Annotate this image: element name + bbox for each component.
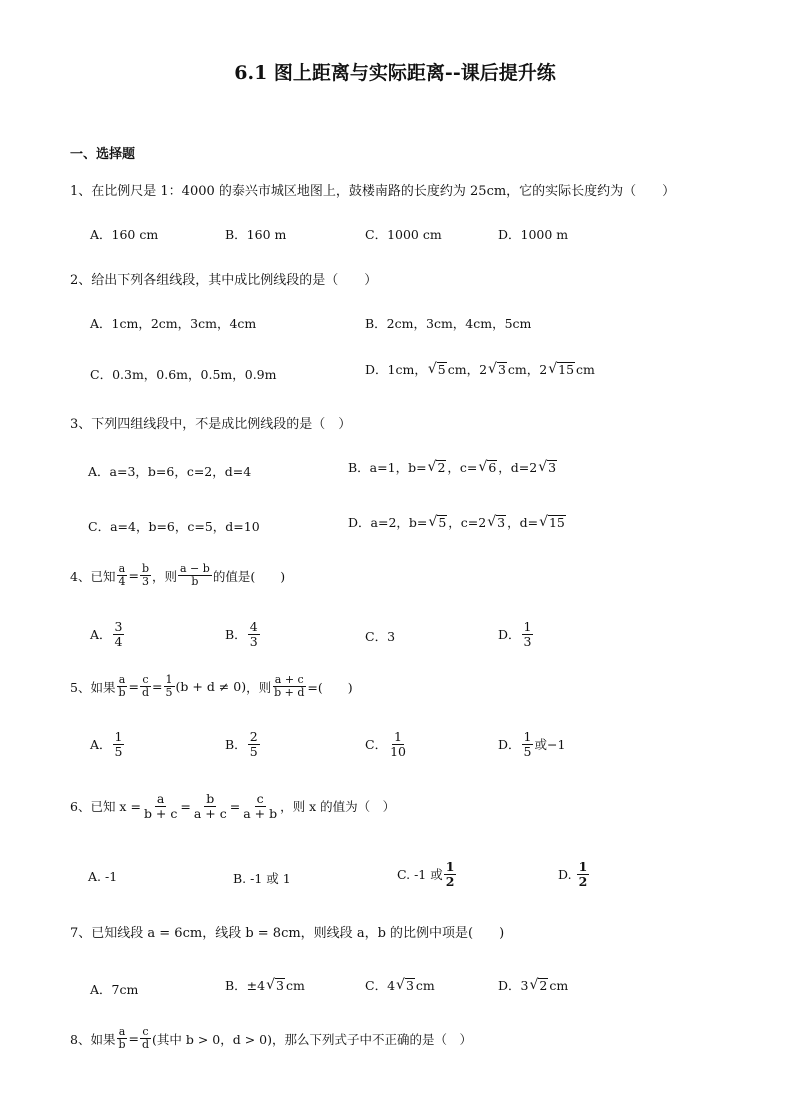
q5-option-b: [225, 730, 261, 759]
q2-option-c: C．0.3m，0.6m，0.5m，0.9m: [90, 367, 277, 382]
fraction-b-over-3: [140, 563, 151, 588]
q4-pre: 4、已知: [70, 568, 116, 584]
numerator: c: [142, 673, 149, 686]
q6-option-d: [558, 860, 590, 889]
fraction: [388, 730, 408, 759]
denominator: a + b: [243, 805, 278, 821]
radicand: 15: [548, 514, 565, 530]
numerator: 1: [445, 859, 455, 874]
sqrt-3: √ 3: [538, 459, 557, 476]
q3-b-mid1: ，c=: [447, 460, 478, 475]
q5-pre: 5、如果: [70, 679, 116, 695]
denominator: 5: [249, 743, 258, 759]
q1-option-d: D．1000 m: [498, 227, 569, 242]
denominator: a + c: [193, 805, 227, 821]
denominator: 5: [165, 686, 173, 700]
option-label: B．: [225, 737, 247, 753]
q2-option-a: A．1cm，2cm，3cm，4cm: [90, 316, 257, 331]
sqrt-5: √ 5: [428, 514, 447, 531]
q5-mid: ，则: [246, 679, 272, 695]
q6-c-pre: C. -1 或: [397, 867, 443, 883]
option-label: A．: [90, 627, 112, 643]
q3-option-b: [348, 458, 558, 476]
q5-option-d: [498, 730, 565, 759]
numerator: c: [256, 791, 264, 806]
denominator: 3: [249, 633, 258, 649]
fraction: [248, 730, 260, 759]
q8-pre: 8、如果: [70, 1031, 116, 1047]
q4-option-d: [498, 620, 534, 649]
denominator: 5: [523, 743, 532, 759]
fraction-a-minus-b-over-b: [178, 563, 212, 588]
q7-c-pre: C．4: [365, 978, 396, 993]
sqrt-5: √ 5: [427, 361, 446, 378]
q6-pre: 6、已知 x =: [70, 799, 141, 815]
question-2-stem: 2、给出下列各组线段，其中成比例线段的是（ ）: [70, 273, 378, 288]
q7-b-post: cm: [286, 977, 305, 993]
denominator: d: [141, 686, 150, 700]
q4-post: 的值是( ): [212, 568, 286, 584]
numerator: 1: [165, 673, 173, 686]
denominator: 3: [141, 575, 149, 589]
q7-d-post: cm: [549, 977, 569, 993]
q4-option-c: C．3: [365, 629, 396, 644]
fraction-a-over-4: [116, 563, 127, 588]
question-3-stem: 3、下列四组线段中，不是成比例线段的是（ ）: [70, 417, 352, 432]
numerator: 1: [578, 859, 588, 874]
sqrt-15: √ 15: [548, 361, 575, 378]
q3-option-a: A．a=3，b=6，c=2，d=4: [88, 464, 252, 479]
denominator: b + d: [274, 686, 305, 700]
sqrt-3: √ 3: [396, 977, 414, 994]
fraction: [113, 730, 125, 759]
sqrt-3: √ 3: [488, 361, 506, 378]
fraction-1-over-5: [164, 674, 175, 699]
q7-option-d: [498, 976, 568, 994]
q6-option-a: A. -1: [88, 869, 118, 884]
question-8-stem: 8、如果 $\frac{a}{b}$ = $\frac{c}{d}$ (其中 b > 0，d > 0)，那么下列式子中不正确的是（ ）: [70, 1025, 473, 1052]
numerator: 1: [523, 729, 532, 744]
radicand: 3: [405, 977, 414, 993]
page-title: 6.1 图上距离与实际距离--课后提升练: [234, 62, 556, 84]
question-6-stem: 6、已知 x = $\frac{a}{b + c}$ = $\frac{b}{a + c}$ = $\frac{c}{a + b}$ ，则 x 的值为（ ）: [70, 791, 396, 821]
denominator: b: [191, 575, 199, 589]
q7-option-c: [365, 976, 435, 994]
fraction: [522, 620, 534, 649]
fraction-a-over-b-plus-c: [142, 792, 179, 821]
q3-b-prefix: B．a=1，b=: [348, 460, 427, 475]
option-label: A．: [90, 737, 112, 753]
denominator: 10: [390, 743, 406, 759]
fraction-c-over-d: [140, 674, 151, 699]
q6-d-pre: D.: [558, 866, 572, 882]
q7-d-pre: D．3: [498, 978, 529, 993]
q3-option-d: [348, 513, 567, 531]
q5-option-a: [90, 730, 125, 759]
equals-sign: =: [128, 568, 139, 584]
sqrt-3: √ 3: [487, 514, 506, 531]
q6-option-b: B. -1 或 1: [233, 871, 291, 886]
fraction: [248, 620, 260, 649]
radicand: 2: [437, 459, 446, 475]
q3-b-mid2: ，d=2: [498, 460, 538, 475]
radicand: 6: [488, 459, 497, 475]
q2-d-unit1: cm，2: [447, 362, 488, 377]
radicand: 3: [497, 361, 506, 377]
option-label: C．: [365, 737, 388, 753]
q2-d-unit2: cm，2: [507, 362, 548, 377]
denominator: 4: [114, 633, 123, 649]
denominator: b: [118, 1038, 126, 1052]
fraction-a-over-b: [116, 674, 127, 699]
radicand: 15: [558, 361, 575, 377]
q6-post: ，则 x 的值为（ ）: [280, 799, 396, 815]
denominator: 4: [118, 575, 126, 589]
q3-d-mid2: ，d=: [507, 515, 539, 530]
q5-option-c: [365, 730, 409, 759]
numerator: a: [118, 562, 126, 575]
fraction-1-over-2: [577, 860, 590, 889]
denominator: 2: [445, 873, 455, 889]
q7-option-a: A．7cm: [90, 982, 139, 997]
radicand: 3: [497, 514, 506, 530]
numerator: a: [118, 673, 126, 686]
denominator: b + c: [143, 805, 178, 821]
q1-option-c: C．1000 cm: [365, 227, 442, 242]
q1-option-b: B．160 m: [225, 227, 287, 242]
fraction-b-over-a-plus-c: [192, 792, 229, 821]
q4-option-b: [225, 620, 261, 649]
question-5-stem: 5、如果 $\frac{a}{b}$ = $\frac{c}{d}$ = $\frac{1}{5}$ (b + d ≠ 0) ，则 $\frac{a + c}{b + d}$ =( ): [70, 673, 353, 700]
question-7-stem: 7、已知线段 a = 6cm，线段 b = 8cm，则线段 a，b 的比例中项是( ): [70, 926, 505, 941]
radicand: 3: [548, 459, 557, 475]
q6-option-c: [397, 860, 457, 889]
q4-mid: ，则: [151, 568, 177, 584]
q3-option-c: C．a=4，b=6，c=5，d=10: [88, 519, 260, 534]
q2-d-unit3: cm: [576, 361, 595, 377]
radicand: 5: [438, 514, 447, 530]
denominator: d: [141, 1038, 150, 1052]
q2-option-b: B．2cm，3cm，4cm，5cm: [365, 316, 532, 331]
numerator: a − b: [180, 562, 210, 575]
sqrt-2: √ 2: [427, 459, 446, 476]
q3-d-mid1: ，c=2: [448, 515, 487, 530]
section-heading: 一、选择题: [70, 147, 136, 162]
q2-option-d: [365, 360, 595, 378]
question-1-stem: 1、在比例尺是 1：4000 的泰兴市城区地图上，鼓楼南路的长度约为 25cm，它的实际长度约为（ ）: [70, 184, 676, 199]
sqrt-3: √ 3: [266, 977, 284, 994]
q4-option-a: [90, 620, 125, 649]
fraction-c-over-d: [140, 1026, 151, 1051]
denominator: 3: [523, 633, 532, 649]
option-label: D．: [498, 627, 521, 643]
numerator: b: [141, 562, 149, 575]
numerator: 4: [249, 619, 258, 634]
q7-option-b: [225, 976, 305, 994]
sqrt-6: √ 6: [478, 459, 497, 476]
numerator: 1: [114, 729, 123, 744]
numerator: b: [206, 791, 215, 806]
denominator: 5: [114, 743, 123, 759]
fraction-a-plus-c-over-b-plus-d: [272, 674, 306, 699]
q5-condition: (b + d ≠ 0): [175, 679, 247, 695]
option-label: D．: [498, 737, 521, 753]
fraction: [522, 730, 534, 759]
fraction: [113, 620, 125, 649]
numerator: a: [118, 1025, 126, 1038]
denominator: b: [118, 686, 126, 700]
denominator: 2: [578, 873, 588, 889]
radicand: 2: [539, 977, 548, 993]
numerator: a: [156, 791, 165, 806]
q1-option-a: A．160 cm: [90, 227, 159, 242]
q8-post: (其中 b > 0，d > 0)，那么下列式子中不正确的是（ ）: [152, 1031, 473, 1047]
numerator: 1: [523, 619, 532, 634]
option-label: B．: [225, 627, 247, 643]
fraction-1-over-2: [444, 860, 457, 889]
fraction-a-over-b: [116, 1026, 127, 1051]
numerator: 2: [249, 729, 258, 744]
numerator: 3: [114, 619, 123, 634]
question-4-stem: [70, 563, 285, 588]
q5-d-post: 或−1: [534, 737, 566, 753]
q2-d-prefix: D．1cm，: [365, 362, 427, 377]
sqrt-15: √ 15: [539, 514, 565, 531]
numerator: 1: [394, 729, 402, 744]
sqrt-2: √ 2: [529, 977, 548, 994]
q3-d-prefix: D．a=2，b=: [348, 515, 428, 530]
numerator: a + c: [274, 673, 304, 686]
q5-post: =( ): [307, 679, 353, 695]
numerator: c: [142, 1025, 149, 1038]
q7-b-pre: B．±4: [225, 978, 266, 993]
q7-c-post: cm: [415, 977, 435, 993]
radicand: 5: [437, 361, 446, 377]
radicand: 3: [276, 977, 284, 993]
fraction-c-over-a-plus-b: [241, 792, 279, 821]
